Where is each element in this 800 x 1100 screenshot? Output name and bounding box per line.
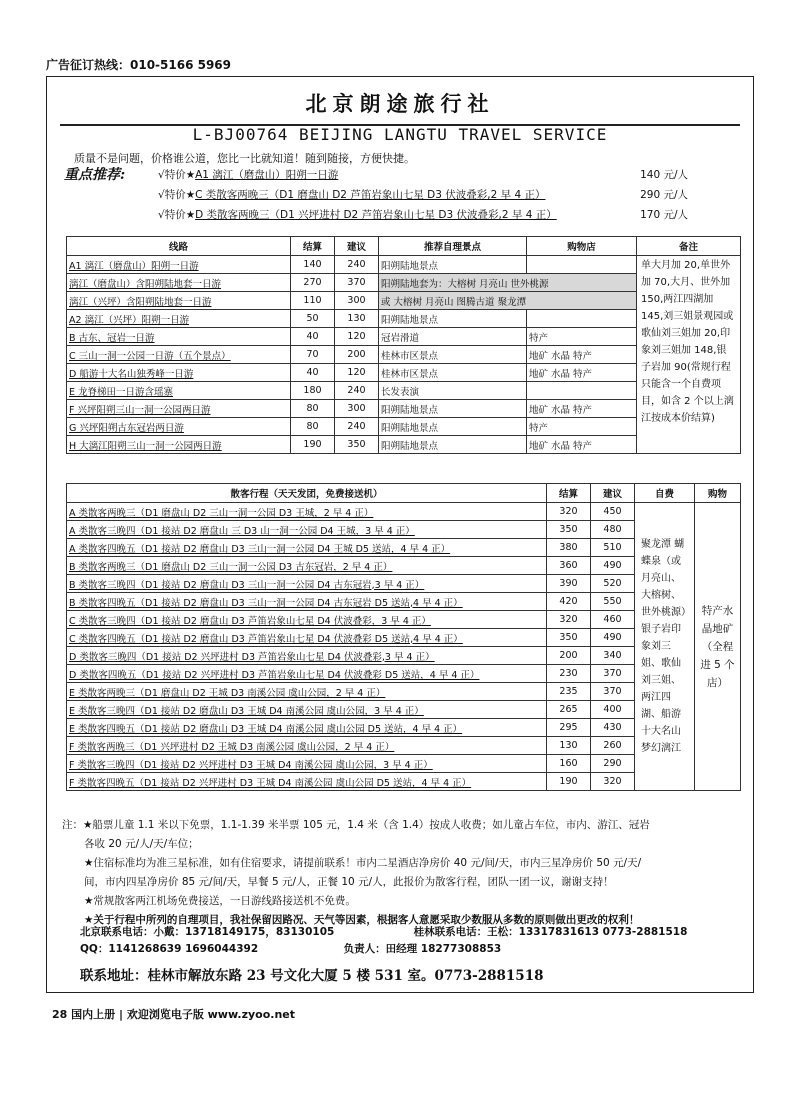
suggest-price: 490 — [591, 557, 635, 575]
day-tour-table — [66, 236, 741, 454]
tour-route: A 类散客四晚五（D1 接站 D2 磨盘山 D3 三山一洞一公园 D4 王城 D5 送站，4 早 4 正） — [67, 539, 547, 557]
suggest-price: 130 — [335, 310, 379, 328]
tour-route: D 类散客四晚五（D1 接站 D2 兴坪进村 D3 芦笛岩象山七星 D4 伏波叠彩 D5 送站，4 早 4 正） — [67, 665, 547, 683]
settle-price: 350 — [547, 521, 591, 539]
settle-price: 270 — [291, 274, 335, 292]
suggest-price: 450 — [591, 503, 635, 521]
suggest-price: 370 — [591, 683, 635, 701]
promo-mark: √特价★ — [158, 189, 196, 201]
shop: 地矿 水晶 特产 — [527, 364, 637, 382]
tour-route: F 类散客三晚四（D1 接站 D2 兴坪进村 D3 王城 D4 南溪公园 虞山公园，3 早 4 正） — [67, 755, 547, 773]
shop: 地矿 水晶 特产 — [527, 346, 637, 364]
settle-price: 200 — [547, 647, 591, 665]
suggest-price: 240 — [335, 418, 379, 436]
beijing-contact: 北京联系电话：小戴：13718149175，83130105 — [80, 926, 335, 938]
promo-text: D 类散客两晚三（D1 兴坪进村 D2 芦笛岩象山七星 D3 伏波叠彩,2 早 4 正） — [195, 209, 557, 221]
suggest-price: 480 — [591, 521, 635, 539]
col-settle: 结算 — [291, 237, 335, 256]
suggest-price: 120 — [335, 364, 379, 382]
contacts — [80, 924, 687, 958]
settle-price: 420 — [547, 593, 591, 611]
settle-price: 80 — [291, 400, 335, 418]
promo-mark: √特价★ — [158, 169, 196, 181]
settle-price: 190 — [291, 436, 335, 454]
promo-label: 重点推荐: — [64, 167, 126, 183]
settle-price: 320 — [547, 503, 591, 521]
settle-price: 230 — [547, 665, 591, 683]
remarks: 单大月加 20,单世外加 70,大月、世外加 150,两江四湖加 145,刘三姐景观园或歌仙刘三姐加 20,印象刘三姐加 148,银子岩加 90(常规行程只能含一个自费项目，如含 2 个以上漓江按成本价结算) — [637, 256, 741, 454]
col-selfpay: 自费 — [635, 484, 695, 503]
settle-price: 350 — [547, 629, 591, 647]
suggest-price: 240 — [335, 256, 379, 274]
promo-item — [158, 207, 557, 222]
shop: 地矿 水晶 特产 — [527, 436, 637, 454]
route-name: H 大漓江阳朔三山一洞一公园两日游 — [67, 436, 291, 454]
tour-route: C 类散客四晚五（D1 接站 D2 磨盘山 D3 芦笛岩象山七星 D4 伏波叠彩 D5 送站,4 早 4 正） — [67, 629, 547, 647]
agency-title-cn: 北京朗途旅行社 — [305, 91, 495, 116]
table-row — [67, 256, 741, 274]
note-airport: ★常规散客两江机场免费接送，一日游线路接送机不免费。 — [84, 895, 356, 907]
settle-price: 70 — [291, 346, 335, 364]
promo-item — [158, 167, 338, 182]
settle-price: 360 — [547, 557, 591, 575]
notes-prefix: 注： — [62, 819, 83, 831]
suggest-price: 240 — [335, 382, 379, 400]
shop — [527, 382, 637, 400]
suggest-price: 460 — [591, 611, 635, 629]
table-header — [67, 237, 741, 256]
suggest-price: 370 — [591, 665, 635, 683]
suggest-price: 490 — [591, 629, 635, 647]
tour-route: F 类散客四晚五（D1 接站 D2 兴坪进村 D3 王城 D4 南溪公园 虞山公园 D5 送站，4 早 4 正） — [67, 773, 547, 791]
route-name: A2 漓江（兴坪）阳朔一日游 — [67, 310, 291, 328]
spot: 或 大榕树 月亮山 图腾古道 聚龙潭 — [379, 292, 637, 310]
suggest-price: 520 — [591, 575, 635, 593]
settle-price: 190 — [547, 773, 591, 791]
col-spot: 推荐自理景点 — [379, 237, 527, 256]
spot: 桂林市区景点 — [379, 364, 527, 382]
spot: 桂林市区景点 — [379, 346, 527, 364]
suggest-price: 300 — [335, 292, 379, 310]
settle-price: 235 — [547, 683, 591, 701]
route-name: D 船游十大名山独秀峰一日游 — [67, 364, 291, 382]
settle-price: 110 — [291, 292, 335, 310]
spot: 阳朔陆地景点 — [379, 436, 527, 454]
tour-route: A 类散客三晚四（D1 接站 D2 磨盘山 三 D3 山一洞一公园 D4 王城，3 早 4 正） — [67, 521, 547, 539]
col-settle: 结算 — [547, 484, 591, 503]
shop — [527, 256, 637, 274]
col-suggest: 建议 — [591, 484, 635, 503]
settle-price: 320 — [547, 611, 591, 629]
settle-price: 80 — [291, 418, 335, 436]
tour-route: D 类散客三晚四（D1 接站 D2 兴坪进村 D3 芦笛岩象山七星 D4 伏波叠彩,3 早 4 正） — [67, 647, 547, 665]
col-shop: 购物店 — [527, 237, 637, 256]
manager-contact: 负责人：田经理 18277308853 — [343, 943, 502, 955]
qq-contact: QQ：1141268639 1696044392 — [80, 943, 259, 955]
route-name: F 兴坪阳朔三山一洞一公园两日游 — [67, 400, 291, 418]
guilin-contact: 桂林联系电话：王松：13317831613 0773-2881518 — [413, 926, 688, 938]
spot: 阳朔陆地景点 — [379, 256, 527, 274]
settle-price: 50 — [291, 310, 335, 328]
ad-hotline: 广告征订热线：010-5166 5969 — [46, 58, 232, 72]
route-name: C 三山一洞一公园一日游（五个景点） — [67, 346, 291, 364]
suggest-price: 430 — [591, 719, 635, 737]
notes-section — [62, 816, 742, 930]
shop: 特产 — [527, 418, 637, 436]
agency-title-en: L-BJ00764 BEIJING LANGTU TRAVEL SERVICE — [192, 125, 608, 144]
table-header — [67, 484, 741, 503]
route-name: E 龙脊梯田一日游含瑶寨 — [67, 382, 291, 400]
settle-price: 390 — [547, 575, 591, 593]
promo-item — [158, 187, 545, 202]
col-note: 备注 — [637, 237, 741, 256]
shop — [527, 310, 637, 328]
note-line — [62, 816, 742, 835]
promo-text: C 类散客两晚三（D1 磨盘山 D2 芦笛岩象山七星 D3 伏波叠彩,2 早 4 正） — [195, 189, 546, 201]
spot: 长发表演 — [379, 382, 527, 400]
tour-route: F 类散客两晚三（D1 兴坪进村 D2 王城 D3 南溪公园 虞山公园，2 早 4 正） — [67, 737, 547, 755]
shopping-items: 特产水晶地矿（全程进 5 个店） — [695, 503, 741, 791]
suggest-price: 200 — [335, 346, 379, 364]
suggest-price: 350 — [335, 436, 379, 454]
tour-route: E 类散客三晚四（D1 接站 D2 磨盘山 D3 王城 D4 南溪公园 虞山公园，3 早 4 正） — [67, 701, 547, 719]
tour-route: E 类散客两晚三（D1 磨盘山 D2 王城 D3 南溪公园 虞山公园，2 早 4 正） — [67, 683, 547, 701]
spot: 阳朔陆地景点 — [379, 400, 527, 418]
suggest-price: 120 — [335, 328, 379, 346]
spot: 阳朔陆地景点 — [379, 310, 527, 328]
suggest-price: 510 — [591, 539, 635, 557]
tour-route: A 类散客两晚三（D1 磨盘山 D2 三山一洞一公园 D3 王城，2 早 4 正） — [67, 503, 547, 521]
note-child-ticket: ★船票儿童 1.1 米以下免票，1.1-1.39 米半票 105 元，1.4 米（含 1.4）按成人收费；如儿童占车位，市内、游江、冠岩 — [83, 819, 650, 831]
promo-text: A1 漓江（磨盘山）阳朔一日游 — [195, 169, 339, 181]
shop: 地矿 水晶 特产 — [527, 400, 637, 418]
selfpay-items: 聚龙潭 蝴蝶泉（或月亮山、大榕树、世外桃源）银子岩印象刘三姐、歌仙刘三姐、两江四湖、船游十大名山 梦幻漓江 — [635, 503, 695, 791]
settle-price: 160 — [547, 755, 591, 773]
note-line: 各收 20 元/人/天/车位； — [84, 838, 199, 850]
settle-price: 380 — [547, 539, 591, 557]
col-suggest: 建议 — [335, 237, 379, 256]
settle-price: 40 — [291, 328, 335, 346]
settle-price: 130 — [547, 737, 591, 755]
suggest-price: 300 — [335, 400, 379, 418]
route-name: G 兴坪阳朔古东冠岩两日游 — [67, 418, 291, 436]
settle-price: 40 — [291, 364, 335, 382]
settle-price: 295 — [547, 719, 591, 737]
suggest-price: 550 — [591, 593, 635, 611]
promo-price: 140 元/人 — [640, 169, 688, 181]
route-name: B 古东、冠岩一日游 — [67, 328, 291, 346]
spot: 冠岩滑道 — [379, 328, 527, 346]
tour-route: C 类散客三晚四（D1 接站 D2 磨盘山 D3 芦笛岩象山七星 D4 伏波叠彩，3 早 4 正） — [67, 611, 547, 629]
suggest-price: 370 — [335, 274, 379, 292]
settle-price: 180 — [291, 382, 335, 400]
suggest-price: 320 — [591, 773, 635, 791]
promo-price: 290 元/人 — [640, 189, 688, 201]
shop: 特产 — [527, 328, 637, 346]
tour-route: E 类散客四晚五（D1 接站 D2 磨盘山 D3 王城 D4 南溪公园 虞山公园 D5 送站，4 早 4 正） — [67, 719, 547, 737]
note-hotel-cont: 间，市内四星净房价 85 元/间/天，早餐 5 元/人，正餐 10 元/人，此报价为散客行程，团队一团一议，谢谢支持！ — [84, 876, 614, 888]
suggest-price: 260 — [591, 737, 635, 755]
promo-price: 170 元/人 — [640, 209, 688, 221]
col-tour: 散客行程（天天发团，免费接送机） — [67, 484, 547, 503]
slogan: 质量不是问题，价格谁公道，您比一比就知道！随到随接，方便快捷。 — [74, 152, 415, 165]
route-name: 漓江（兴坪）含阳朔陆地套一日游 — [67, 292, 291, 310]
contact-address: 联系地址：桂林市解放东路 23 号文化大厦 5 楼 531 室。0773-2881518 — [80, 968, 544, 984]
note-rights: ★关于行程中所列的自理项目，我社保留因路况、天气等因素，根据客人意愿采取少数服从多数的原则做出更改的权利！ — [84, 914, 640, 926]
suggest-price: 290 — [591, 755, 635, 773]
table-row — [67, 503, 741, 521]
spot: 阳朔陆地景点 — [379, 418, 527, 436]
route-name: 漓江（磨盘山）含阳朔陆地套一日游 — [67, 274, 291, 292]
page-footer: 28 国内上册 | 欢迎浏览电子版 www.zyoo.net — [52, 1008, 296, 1021]
route-name: A1 漓江（磨盘山）阳朔一日游 — [67, 256, 291, 274]
col-route: 线路 — [67, 237, 291, 256]
note-hotel: ★住宿标准均为准三星标准，如有住宿要求，请提前联系！市内二星酒店净房价 40 元/间/天，市内三星净房价 50 元/天/ — [84, 857, 642, 869]
group-tour-table — [66, 483, 741, 791]
tour-route: B 类散客四晚五（D1 接站 D2 磨盘山 D3 三山一洞一公园 D4 古东冠岩 D5 送站,4 早 4 正） — [67, 593, 547, 611]
tour-route: B 类散客三晚四（D1 接站 D2 磨盘山 D3 三山一洞一公园 D4 古东冠岩,3 早 4 正） — [67, 575, 547, 593]
spot: 阳朔陆地套为：大榕树 月亮山 世外桃源 — [379, 274, 637, 292]
col-shopping: 购物 — [695, 484, 741, 503]
suggest-price: 340 — [591, 647, 635, 665]
settle-price: 140 — [291, 256, 335, 274]
tour-route: B 类散客两晚三（D1 磨盘山 D2 三山一洞一公园 D3 古东冠岩，2 早 4 正） — [67, 557, 547, 575]
settle-price: 265 — [547, 701, 591, 719]
promo-mark: √特价★ — [158, 209, 196, 221]
suggest-price: 400 — [591, 701, 635, 719]
